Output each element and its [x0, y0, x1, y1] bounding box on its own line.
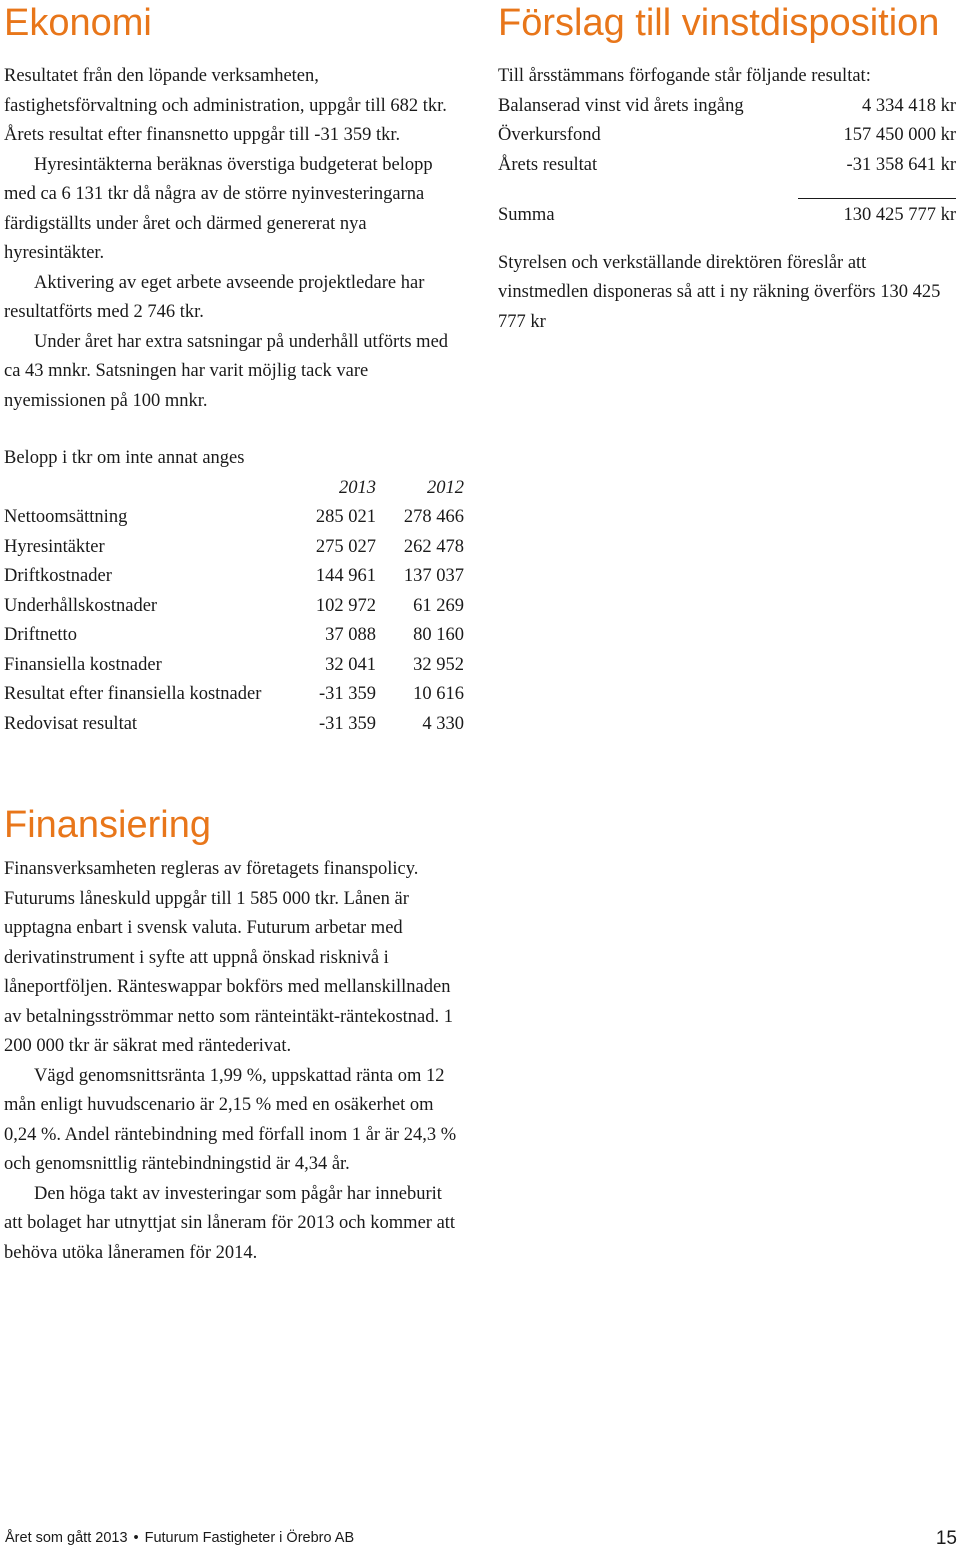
value-2012: 278 466 [403, 507, 464, 527]
vinstdisposition-intro: Till årsstämmans förfogande står följande resultat: [498, 66, 871, 86]
finansiering-paragraph: Finansverksamheten regleras av företagets finanspolicy. Futurums låneskuld uppgår till 1 585 000 tkr. Lånen är upptagna enbart i svensk valuta. Futurum arbetar med derivatinstrument i syfte att uppnå önskad risknivå i låneportföljen. Ränteswappar bokförs med mellanskillnaden av betalningsströmmar netto som ränteintäkt-räntekostnad. 1 200 000 tkr är säkrat med räntederivat. [4, 859, 454, 1056]
row-label: Redovisat resultat [4, 713, 138, 734]
disposition-sum-row [498, 201, 956, 231]
table-row [4, 533, 464, 563]
disposition-label: Årets resultat [498, 154, 598, 175]
vinstdisposition-heading: Förslag till vinstdisposition [498, 2, 940, 44]
finansiering-section [4, 855, 464, 1268]
table-row [4, 621, 464, 651]
table-row [4, 680, 464, 710]
row-label: Nettoomsättning [4, 507, 128, 527]
value-2012: 262 478 [403, 536, 464, 557]
disposition-value: -31 358 641 kr [846, 154, 956, 175]
table-row [4, 592, 464, 622]
table-row [4, 503, 464, 533]
value-2013: 144 961 [315, 566, 376, 586]
table-caption: Belopp i tkr om inte annat anges [4, 448, 245, 468]
ekonomi-paragraph: Under året har extra satsningar på underhåll utförts med ca 43 mnkr. Satsningen har varit möjlig tack vare nyemissionen på 100 mnkr. [4, 331, 449, 411]
page-number: 15 [935, 1528, 957, 1549]
footer-report-title: Året som gått 2013 [5, 1530, 128, 1546]
sum-value: 130 425 777 kr [843, 205, 956, 225]
row-label: Underhållskostnader [4, 595, 158, 616]
value-2013: 285 021 [315, 507, 376, 527]
sum-label: Summa [498, 205, 555, 225]
disposition-value: 157 450 000 kr [843, 125, 956, 145]
ekonomi-section [4, 62, 466, 416]
disposition-proposal: Styrelsen och verkställande direktören föreslår att vinstmedlen disponeras så att i ny räkning överförs 130 425 777 kr [498, 252, 941, 332]
financial-summary-table [4, 444, 464, 739]
value-2012: 10 616 [413, 684, 464, 704]
table-row [4, 710, 464, 740]
value-2012: 32 952 [413, 654, 464, 675]
ekonomi-heading: Ekonomi [4, 2, 152, 44]
year-header: 2012 [427, 477, 464, 498]
value-2013: -31 359 [318, 713, 376, 734]
footer-separator: • [133, 1530, 139, 1546]
finansiering-heading: Finansiering [4, 804, 211, 846]
footer-company: Futurum Fastigheter i Örebro AB [144, 1530, 355, 1546]
ekonomi-paragraph: Resultatet från den löpande verksamheten, fastighetsförvaltning och administration, uppgår till 682 tkr. Årets resultat efter finansnetto uppgår till -31 359 tkr. [4, 66, 447, 145]
finansiering-paragraph: Vägd genomsnittsränta 1,99 %, uppskattad ränta om 12 mån enligt huvudscenario är 2,15 % med en osäkerhet om 0,24 %. Andel räntebindning med förfall inom 1 år är 24,3 % och genomsnittlig räntebindningstid är 4,34 år. [4, 1065, 457, 1174]
row-label: Driftkostnader [4, 566, 112, 586]
disposition-value: 4 334 418 kr [861, 95, 956, 116]
year-header: 2013 [339, 477, 376, 498]
value-2012: 80 160 [413, 625, 464, 645]
ekonomi-paragraph: Aktivering av eget arbete avseende projektledare har resultatförts med 2 746 tkr. [4, 272, 425, 322]
table-row [4, 651, 464, 681]
value-2013: 37 088 [325, 625, 376, 645]
table-header-row [4, 474, 464, 504]
footer-text [5, 1530, 354, 1546]
value-2013: -31 359 [318, 684, 376, 704]
ekonomi-paragraph: Hyresintäkterna beräknas överstiga budgeterat belopp med ca 6 131 tkr då några av de större nyinvesteringarna färdigställts under året och därmed genererat nya hyresintäkter. [4, 154, 433, 263]
value-2013: 102 972 [315, 595, 376, 616]
page-footer [5, 1530, 957, 1552]
table-row [4, 562, 464, 592]
value-2012: 4 330 [422, 713, 464, 734]
value-2012: 61 269 [413, 595, 464, 616]
finansiering-paragraph: Den höga takt av investeringar som pågår har inneburit att bolaget har utnyttjat sin låneram för 2013 och kommer att behöva utöka låneramen för 2014. [4, 1183, 456, 1263]
row-label: Resultat efter finansiella kostnader [4, 684, 262, 704]
disposition-row [498, 92, 956, 122]
row-label: Hyresintäkter [4, 536, 105, 557]
value-2013: 275 027 [315, 536, 376, 557]
disposition-label: Balanserad vinst vid årets ingång [498, 95, 744, 116]
disposition-row [498, 151, 956, 181]
disposition-row [498, 121, 956, 151]
sum-divider [798, 198, 956, 199]
value-2013: 32 041 [325, 654, 376, 675]
vinstdisposition-section [498, 62, 956, 337]
row-label: Driftnetto [4, 625, 77, 645]
value-2012: 137 037 [403, 566, 464, 586]
disposition-label: Överkursfond [498, 125, 601, 145]
row-label: Finansiella kostnader [4, 654, 162, 675]
